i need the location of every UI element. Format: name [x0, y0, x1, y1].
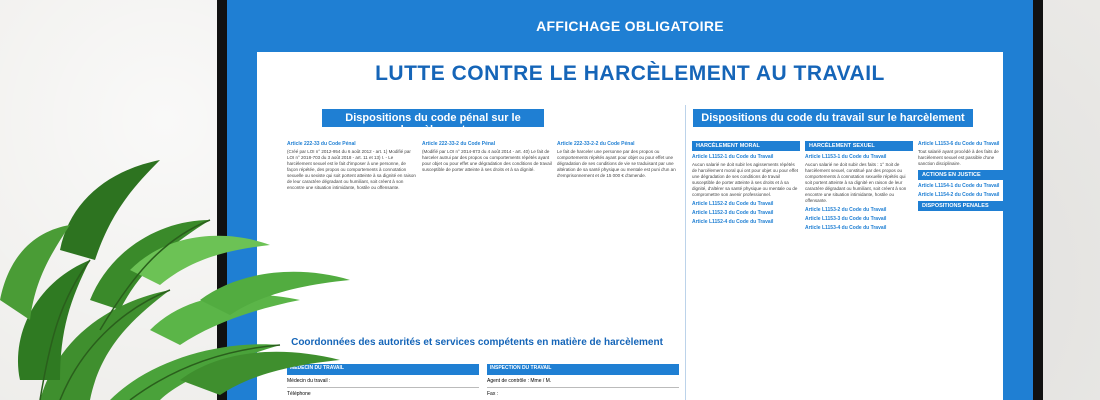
doctor-field: Médecin du travail : — [287, 377, 479, 388]
poster-title: LUTTE CONTRE LE HARCÈLEMENT AU TRAVAIL — [375, 62, 885, 85]
occupational-doctor-heading: MÉDECIN DU TRAVAIL — [287, 364, 479, 375]
article-heading: Article L1153-4 du Code du Travail — [805, 225, 887, 231]
agent-field: Agent de contrôle : Mme / M. — [487, 377, 679, 388]
leaves — [0, 160, 350, 400]
article-heading: Article L1154-1 du Code du Travail — [918, 183, 1000, 189]
labor-column-actions — [918, 138, 1008, 400]
article-text: Aucun salarié ne doit subir les agissements répétés de harcèlement moral qui ont pour objet ou pour effet une dégradation de ses conditions de travail susceptible de porter atteinte à ses droits et à sa dignité, d'altérer sa santé physique ou mentale ou de compromettre son avenir professionnel. — [692, 162, 798, 197]
sexual-harassment-heading: HARCÈLEMENT SEXUEL — [805, 141, 913, 151]
legal-actions-heading: ACTIONS EN JUSTICE — [918, 170, 1008, 180]
article-heading: Article L1153-3 du Code du Travail — [805, 216, 887, 222]
article-text: Le fait de harceler une personne par des propos ou comportements répétés ayant pour objet ou pour effet une dégradation de ses conditions de vie se traduisant par une altération de sa santé physique ou mentale est puni d'un an d'emprisonnement et de 15 000 € d'amende. — [557, 149, 676, 178]
article-heading: Article L1152-2 du Code du Travail — [692, 201, 774, 207]
moral-harassment-heading: HARCÈLEMENT MORAL — [692, 141, 800, 151]
article-heading: Article 222-33-2 du Code Pénal — [422, 141, 496, 147]
section-penal-heading: Dispositions du code pénal sur le harcèlement — [322, 109, 544, 127]
article-text: (Créé par LOI n° 2012-954 du 6 août 2012 - art. 1) Modifié par LOI n° 2018-703 du 3 août 2018 - art. 11 et 13) I. - Le harcèlement sexuel est le fait d'imposer à une personne, de façon répétée, des propos ou comportements à connotation sexuelle ou sexiste qui soit portent atteinte à sa dignité en raison de leur caractère dégradant ou humiliant, soit créent à son encontre une situation intimidante, hostile ou offensante. — [287, 149, 416, 190]
labor-column-sexual — [805, 138, 913, 400]
penal-provisions-heading: DISPOSITIONS PENALES — [918, 201, 1008, 211]
plant-foliage — [0, 0, 360, 400]
column-divider — [685, 105, 686, 400]
penal-column-3 — [557, 138, 679, 338]
article-text: (Modifié par LOI n° 2014-873 du 4 août 2014 - art. 40) Le fait de harceler autrui par des propos ou comportements répétés ayant pour objet ou pour effet une dégradation des conditions de travail susceptible de porter atteinte à ses droits et à sa dignité. — [422, 149, 552, 172]
penal-column-2 — [422, 138, 552, 338]
labor-inspection-heading: INSPECTION DU TRAVAIL — [487, 364, 679, 375]
article-text: Aucun salarié ne doit subir des faits : 1° Soit de harcèlement sexuel, constitué par des propos ou comportements à connotation sexuelle répétés qui soit portent atteinte à sa dignité en raison de leur caractère dégradant ou humiliant, soit créent à son encontre une situation intimidante, hostile ou offensante. — [805, 162, 907, 203]
article-heading: Article L1153-2 du Code du Travail — [805, 207, 887, 213]
phone-field: Téléphone — [287, 390, 479, 400]
article-heading: Article 222-33 du Code Pénal — [287, 141, 356, 147]
fax-field: Fax : — [487, 390, 679, 400]
article-heading: Article L1152-4 du Code du Travail — [692, 219, 774, 225]
banner-title: AFFICHAGE OBLIGATOIRE — [536, 18, 724, 34]
article-text: Tout salarié ayant procédé à des faits de harcèlement sexuel est passible d'une sanction disciplinaire. — [918, 149, 999, 166]
labor-column-moral — [692, 138, 800, 400]
coordinates-title: Coordonnées des autorités et services compétents en matière de harcèlement — [291, 337, 663, 348]
article-heading: Article 222-33-2-2 du Code Pénal — [557, 141, 635, 147]
article-heading: Article L1154-2 du Code du Travail — [918, 192, 1000, 198]
section-labor-heading: Dispositions du code du travail sur le harcèlement — [693, 109, 973, 127]
article-heading: Article L1152-3 du Code du Travail — [692, 210, 774, 216]
article-heading: Article L1152-1 du Code du Travail — [692, 154, 774, 160]
article-heading: Article L1153-6 du Code du Travail — [918, 141, 1000, 147]
article-heading: Article L1153-1 du Code du Travail — [805, 154, 887, 160]
